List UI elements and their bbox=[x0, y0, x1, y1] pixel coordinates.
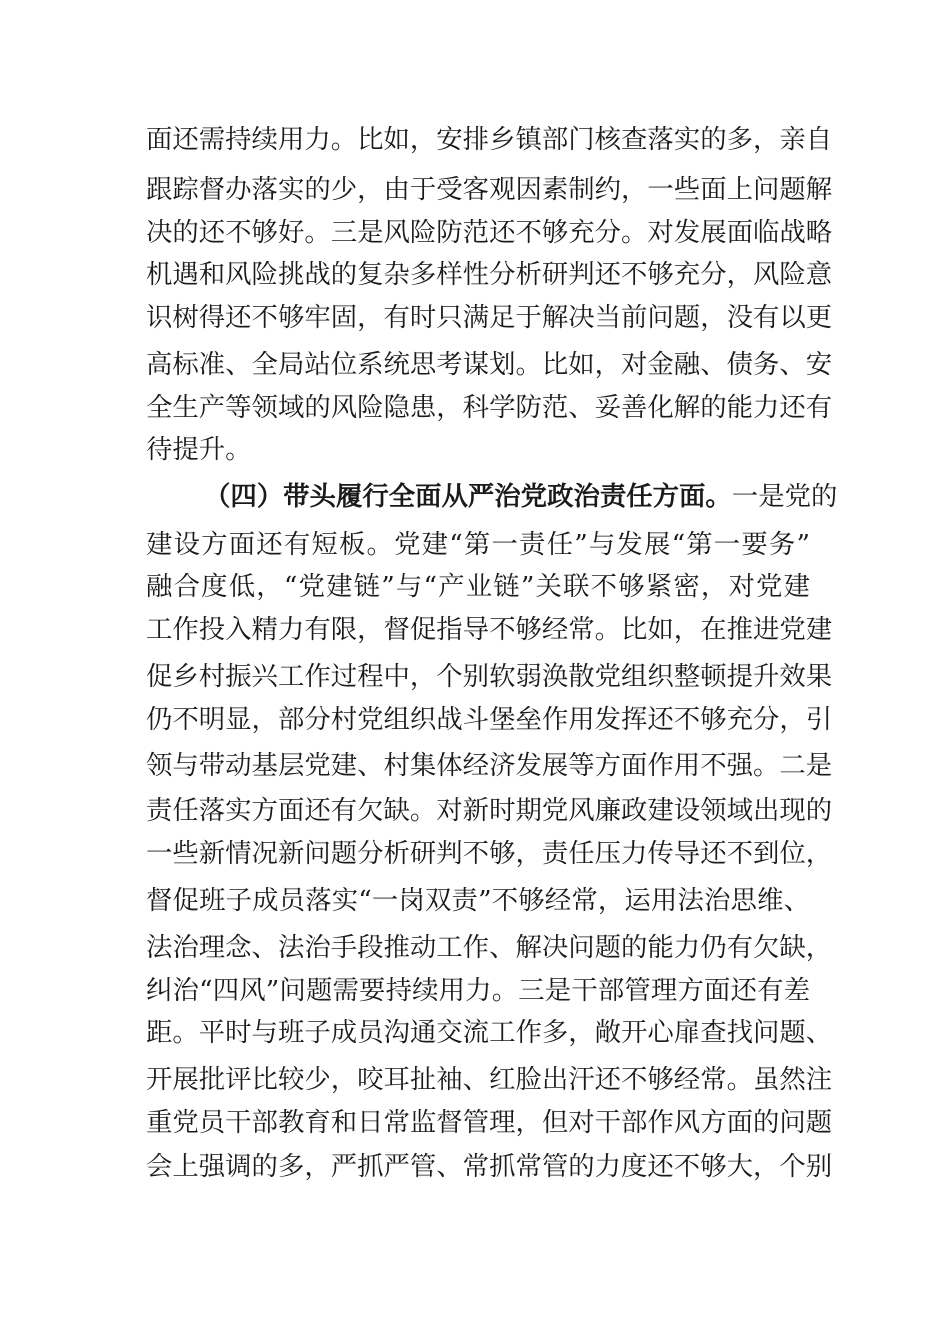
text-line: 全生产等领域的风险隐患，科学防范、妥善化解的能力还有 bbox=[146, 392, 833, 423]
text-line: 机遇和风险挑战的复杂多样性分析研判还不够充分，风险意 bbox=[146, 259, 833, 290]
text-line: 高标准、全局站位系统思考谋划。比如，对金融、债务、安 bbox=[146, 349, 833, 380]
text-line: 一些新情况新问题分析研判不够，责任压力传导还不到位， bbox=[146, 838, 833, 869]
text-line: 开展批评比较少，咬耳扯袖、红脸出汗还不够经常。虽然注 bbox=[146, 1064, 833, 1095]
text-line: 距。平时与班子成员沟通交流工作多，敞开心扉查找问题、 bbox=[146, 1017, 833, 1048]
text-line: 面还需持续用力。比如，安排乡镇部门核查落实的多，亲自 bbox=[146, 124, 833, 155]
section-heading-line bbox=[204, 479, 838, 515]
text-line: 促乡村振兴工作过程中，个别软弱涣散党组织整顿提升效果 bbox=[146, 661, 833, 692]
text-line: 会上强调的多，严抓严管、常抓常管的力度还不够大，个别 bbox=[146, 1151, 833, 1182]
text-line: 领与带动基层党建、村集体经济发展等方面作用不强。二是 bbox=[146, 750, 833, 781]
text-line: 识树得还不够牢固，有时只满足于解决当前问题，没有以更 bbox=[146, 302, 833, 333]
heading-line-rest: 一是党的 bbox=[731, 481, 838, 512]
text-line: 建设方面还有短板。党建“第一责任”与发展“第一要务” bbox=[146, 529, 810, 560]
text-line: 待提升。 bbox=[146, 434, 252, 465]
text-line: 责任落实方面还有欠缺。对新时期党风廉政建设领域出现的 bbox=[146, 795, 833, 826]
text-line: 工作投入精力有限，督促指导不够经常。比如，在推进党建 bbox=[146, 614, 833, 645]
text-line: 决的还不够好。三是风险防范还不够充分。对发展面临战略 bbox=[146, 217, 833, 248]
text-line: 重党员干部教育和日常监督管理，但对干部作风方面的问题 bbox=[146, 1107, 833, 1138]
text-line: 纠治“四风”问题需要持续用力。三是干部管理方面还有差 bbox=[146, 975, 810, 1006]
text-line: 仍不明显，部分村党组织战斗堡垒作用发挥还不够充分，引 bbox=[146, 704, 833, 735]
text-line: 融合度低，“党建链”与“产业链”关联不够紧密，对党建 bbox=[146, 571, 810, 602]
text-line: 法治理念、法治手段推动工作、解决问题的能力仍有欠缺， bbox=[146, 932, 833, 963]
text-line: 跟踪督办落实的少，由于受客观因素制约，一些面上问题解 bbox=[146, 174, 833, 205]
text-line: 督促班子成员落实“一岗双责”不够经常，运用法治思维、 bbox=[146, 885, 810, 916]
section-heading: （四）带头履行全面从严治党政治责任方面。 bbox=[204, 481, 732, 512]
